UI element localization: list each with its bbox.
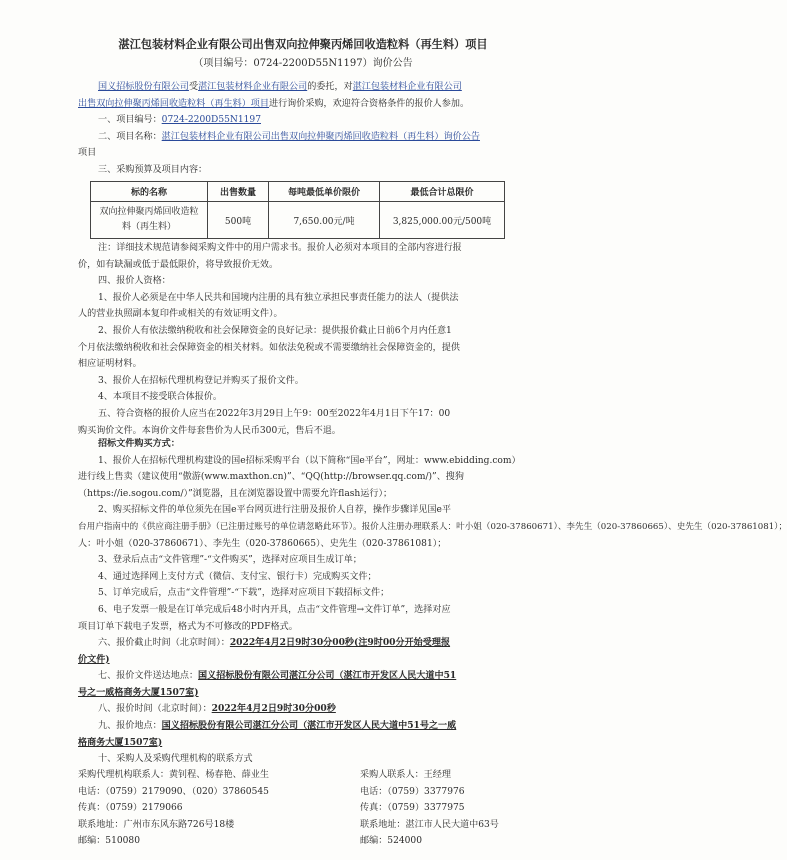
table-header: 标的名称: [91, 182, 208, 202]
qual-2: 2、报价人有依法缴纳税收和社会保障资金的良好记录：提供报价截止日前6个月内任意1: [98, 325, 452, 336]
agent-contact: [78, 767, 269, 850]
buyer-contact: [360, 767, 499, 850]
buyer-contact-line: 联系地址：湛江市人民大道中63号: [360, 819, 499, 830]
purchase-step-6: 6、电子发票一般是在订单完成后48小时内开具，点击“文件管理→文件订单”，选择对应: [98, 604, 451, 615]
purchase-step-2: 2、购买招标文件的单位须先在国e平台网页进行注册及报价人自荐，操作步骤详见国e平: [98, 505, 452, 516]
buyer-contact-line: 传真：（0759）3377975: [360, 803, 465, 814]
section-2-cont: 项目: [78, 148, 97, 159]
qual-4: 4、本项目不接受联合体报价。: [98, 392, 223, 403]
qualification-block: [78, 240, 530, 439]
project-name-full: 湛江包装材料企业有限公司出售双向拉伸聚丙烯回收造粒料（再生料）询价公告: [161, 131, 480, 142]
intro-line-2: [78, 96, 530, 113]
agent-contact-line: 采购代理机构联系人：黄钊程、杨春艳、薛业生: [78, 770, 269, 780]
intro-text: 受: [188, 82, 199, 92]
purchase-step-5: 5、订单完成后，点击“文件管理”-“下载”，选择对应项目下载招标文件；: [98, 588, 390, 599]
client-name: 湛江包装材料企业有限公司: [352, 82, 462, 92]
client-name: 湛江包装材料企业有限公司: [198, 82, 308, 92]
intro-block: [78, 79, 530, 179]
intro-text: 进行询价采购，欢迎符合资格条件的报价人参加。: [268, 98, 470, 109]
agent-contact-line: 电话：（0759）2179090、（020）37860545: [78, 786, 269, 797]
purchase-step-2: 人：叶小姐（020-37860671）、李先生（020-37860665）、史先生（020-37861081）；: [78, 538, 447, 549]
delivery-address: 国义招标股份有限公司湛江分公司（湛江市开发区人民大道中51: [198, 670, 457, 682]
section-9: 九、报价地点：国义招标股份有限公司湛江分公司（湛江市开发区人民大道中51号之一威: [98, 719, 457, 731]
agency-name: 国义招标股份有限公司: [98, 82, 189, 92]
buyer-contact-line: 邮编：524000: [360, 836, 422, 847]
note-line: 注：详细技术规范请参阅采购文件中的用户需求书。报价人必须对本项目的全部内容进行报: [98, 243, 462, 253]
qual-1: 1、报价人必须是在中华人民共和国境内注册的具有独立承担民事责任能力的法人（提供法: [98, 292, 459, 303]
purchase-step-6: 项目订单下载电子发票，格式为不可修改的PDF格式。: [78, 621, 298, 632]
qual-2: 个月依法缴纳税收和社会保障资金的相关材料。如依法免税或不需要缴纳社会保障资金的，提供: [78, 342, 460, 353]
table-cell: 7,650.00元/吨: [269, 202, 380, 239]
section-7-cont: 号之一威格商务大厦1507室): [78, 686, 199, 698]
purchase-step-1: （https://ie.sogou.com/）”浏览器，且在浏览器设置中需要允许flash运行）；: [78, 488, 393, 499]
quote-time: 2022年4月2日9时30分00秒: [211, 703, 336, 715]
table-cell: 500吨: [208, 202, 269, 239]
qual-2: 相应证明材料。: [78, 359, 142, 370]
agent-contact-line: 联系地址：广州市东风东路726号18楼: [78, 819, 235, 830]
intro-text: 的委托，对: [307, 82, 353, 92]
section-4: 四、报价人资格：: [98, 276, 171, 287]
document-subtitle: （项目编号：0724-2200D55N1197）询价公告: [193, 58, 413, 69]
note-line: 价，如有缺漏或低于最低限价，将导致报价无效。: [78, 259, 279, 270]
section-3: 三、采购预算及项目内容：: [98, 164, 208, 175]
section-8: 八、报价时间（北京时间）：2022年4月2日9时30分00秒: [98, 703, 336, 715]
buyer-contact-line: 电话：（0759）3377976: [360, 786, 465, 797]
qual-3: 3、报价人在招标代理机构登记并购买了报价文件。: [98, 375, 304, 386]
purchase-step-1: 1、报价人在招标代理机构建设的国e招标采购平台（以下简称“国e平台”，网址：www.ebidding.com）: [98, 455, 521, 466]
purchase-block: [78, 436, 787, 635]
quote-location: 国义招标股份有限公司湛江分公司（湛江市开发区人民大道中51号之一威: [161, 719, 457, 731]
table-header: 出售数量: [208, 182, 269, 202]
table-header: 最低合计总限价: [380, 182, 505, 202]
section-9-cont: 格商务大厦1507室): [78, 736, 163, 748]
purchase-step-1: 进行线上售卖（建议使用“傲游(www.maxthon.cn)”、“QQ(http://browser.qq.com/)”、搜狗: [78, 472, 464, 483]
table-cell: 3,825,000.00元/500吨: [380, 202, 505, 239]
section-5: 购买询价文件。本询价文件每套售价为人民币300元，售后不退。: [78, 425, 341, 436]
section-6: 六、报价截止时间（北京时间）：2022年4月2日9时30分00秒(注9时00分开始受理报: [98, 637, 451, 648]
project-name: 出售双向拉伸聚丙烯回收造粒料（再生料）项目: [78, 98, 269, 109]
project-number: 0724-2200D55N1197: [161, 115, 261, 126]
purchase-step-3: 3、登录后点击“文件管理”-“文件购买”，选择对应项目生成订单；: [98, 555, 362, 566]
table-header: 每吨最低单价限价: [269, 182, 380, 202]
purchase-step-2: 台用户指南中的《供应商注册手册》（已注册过账号的单位请忽略此环节）。报价人注册办理联系人：叶小姐（020-37860671）、李先生（020-37860665）、史先生（020-37861081）；: [78, 521, 787, 532]
table-header-row: [91, 182, 505, 202]
section-1: 一、项目编号：0724-2200D55N1197: [98, 115, 261, 126]
table-cell: 双向拉伸聚丙烯回收造粒料（再生料）: [91, 202, 208, 239]
section-2: 二、项目名称：湛江包装材料企业有限公司出售双向拉伸聚丙烯回收造粒料（再生料）询价公告: [98, 131, 480, 142]
section-10: 十、采购人及采购代理机构的联系方式: [98, 754, 253, 765]
intro-line-1: [78, 79, 530, 96]
purchase-step-4: 4、通过选择网上支付方式（微信、支付宝、银行卡）完成购买文件；: [98, 571, 377, 582]
schedule-block: [78, 635, 530, 768]
agent-contact-line: 传真：（0759）2179066: [78, 803, 183, 814]
document-title: 湛江包装材料企业有限公司出售双向拉伸聚丙烯回收造粒料（再生料）项目: [118, 37, 488, 51]
deadline: 2022年4月2日9时30分00秒(注9时00分开始受理报: [229, 637, 451, 648]
section-7: 七、报价文件送达地点：国义招标股份有限公司湛江分公司（湛江市开发区人民大道中51: [98, 670, 457, 682]
section-6-cont: 价文件): [78, 653, 110, 665]
section-5: 五、符合资格的报价人应当在2022年3月29日上午9：00至2022年4月1日下午17：00: [98, 408, 451, 419]
qual-1: 人的营业执照副本复印件或相关的有效证明文件）。: [78, 309, 283, 320]
budget-table: [90, 181, 505, 239]
agent-contact-line: 邮编：510080: [78, 836, 140, 847]
buyer-contact-line: 采购人联系人：王经理: [360, 770, 451, 780]
purchase-title: 招标文件购买方式：: [98, 438, 180, 449]
table-row: [91, 202, 505, 239]
